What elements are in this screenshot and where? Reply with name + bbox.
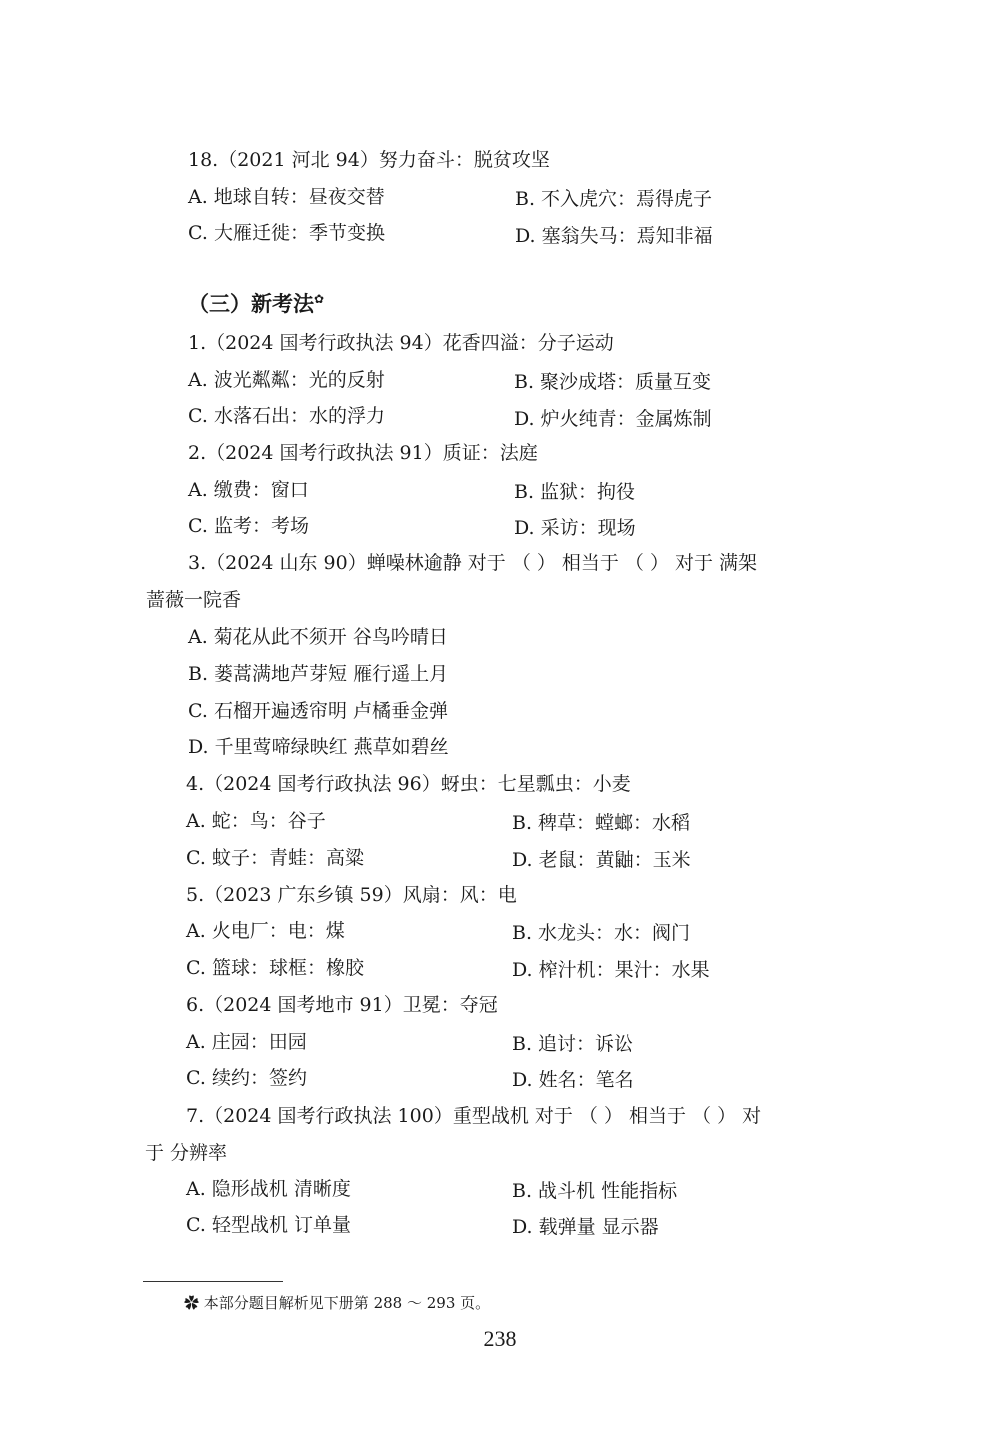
q5-option-a: A. 火电厂：电：煤 xyxy=(186,920,345,942)
q7-option-c: C. 轻型战机 订单量 xyxy=(186,1214,351,1236)
q18-option-b: B. 不入虎穴：焉得虎子 xyxy=(515,188,713,210)
q3-option-a: A. 菊花从此不须开 谷鸟吟晴日 xyxy=(188,626,448,648)
q5-option-b: B. 水龙头：水：阀门 xyxy=(512,922,691,944)
q4-option-a: A. 蛇：鸟：谷子 xyxy=(186,810,326,832)
q18-option-a: A. 地球自转：昼夜交替 xyxy=(188,186,385,208)
q3-option-c: C. 石榴开遍透帘明 卢橘垂金弹 xyxy=(188,700,448,722)
q18-option-d: D. 塞翁失马：焉知非福 xyxy=(515,225,713,247)
footnote-text: 本部分题目解析见下册第 288 ～ 293 页。 xyxy=(203,1294,491,1312)
q18-option-c: C. 大雁迁徙：季节变换 xyxy=(188,222,385,244)
q5-option-d: D. 榨汁机：果汁：水果 xyxy=(512,959,710,981)
q2-option-d: D. 采访：现场 xyxy=(514,517,636,539)
q3-option-b: B. 蒌蒿满地芦芽短 雁行遥上月 xyxy=(188,663,449,685)
q6-option-d: D. 姓名：笔名 xyxy=(512,1069,634,1091)
q4-option-b: B. 稗草：螳螂：水稻 xyxy=(512,812,691,834)
q4-option-c: C. 蚊子：青蛙：高粱 xyxy=(186,847,364,869)
q6-option-a: A. 庄园：田园 xyxy=(186,1031,307,1053)
q7-option-b: B. 战斗机 性能指标 xyxy=(512,1180,678,1202)
q4-option-d: D. 老鼠：黄鼬：玉米 xyxy=(512,849,691,871)
section-heading xyxy=(188,288,324,318)
q7-option-a: A. 隐形战机 清晰度 xyxy=(186,1178,351,1200)
q3-stem: 3.（2024 山东 90）蝉噪林逾静 对于 （ ） 相当于 （ ） 对于 满架 xyxy=(188,552,758,574)
q5-option-c: C. 篮球：球框：橡胶 xyxy=(186,957,364,979)
flower-icon: ✿ xyxy=(314,292,325,306)
footnote-divider xyxy=(143,1281,283,1282)
section-title: （三）新考法 xyxy=(188,292,314,316)
q6-option-b: B. 追讨：诉讼 xyxy=(512,1033,634,1055)
flower-icon: ✿ xyxy=(184,1294,200,1312)
q7-stem: 7.（2024 国考行政执法 100）重型战机 对于 （ ） 相当于 （ ） 对 xyxy=(186,1105,762,1127)
q4-stem: 4.（2024 国考行政执法 96）蚜虫：七星瓢虫：小麦 xyxy=(186,773,631,795)
q6-stem: 6.（2024 国考地市 91）卫冕：夺冠 xyxy=(186,994,498,1016)
q1-stem: 1.（2024 国考行政执法 94）花香四溢：分子运动 xyxy=(188,332,614,354)
q1-option-d: D. 炉火纯青：金属炼制 xyxy=(514,408,712,430)
footnote xyxy=(184,1292,490,1313)
q5-stem: 5.（2023 广东乡镇 59）风扇：风：电 xyxy=(186,884,517,906)
q1-option-b: B. 聚沙成塔：质量互变 xyxy=(514,371,712,393)
q7-stem-continued: 于 分辨率 xyxy=(145,1142,228,1164)
q1-option-a: A. 波光粼粼：光的反射 xyxy=(188,369,385,391)
q2-option-a: A. 缴费：窗口 xyxy=(188,479,309,501)
q6-option-c: C. 续约：签约 xyxy=(186,1067,307,1089)
q2-option-b: B. 监狱：拘役 xyxy=(514,481,636,503)
q1-option-c: C. 水落石出：水的浮力 xyxy=(188,405,385,427)
page-number: 238 xyxy=(483,1326,517,1351)
q7-option-d: D. 载弹量 显示器 xyxy=(512,1216,659,1238)
q2-stem: 2.（2024 国考行政执法 91）质证：法庭 xyxy=(188,442,538,464)
q2-option-c: C. 监考：考场 xyxy=(188,515,309,537)
q18-stem: 18.（2021 河北 94）努力奋斗：脱贫攻坚 xyxy=(188,149,550,171)
q3-option-d: D. 千里莺啼绿映红 燕草如碧丝 xyxy=(188,736,449,758)
q3-stem-continued: 蔷薇一院香 xyxy=(146,589,242,611)
